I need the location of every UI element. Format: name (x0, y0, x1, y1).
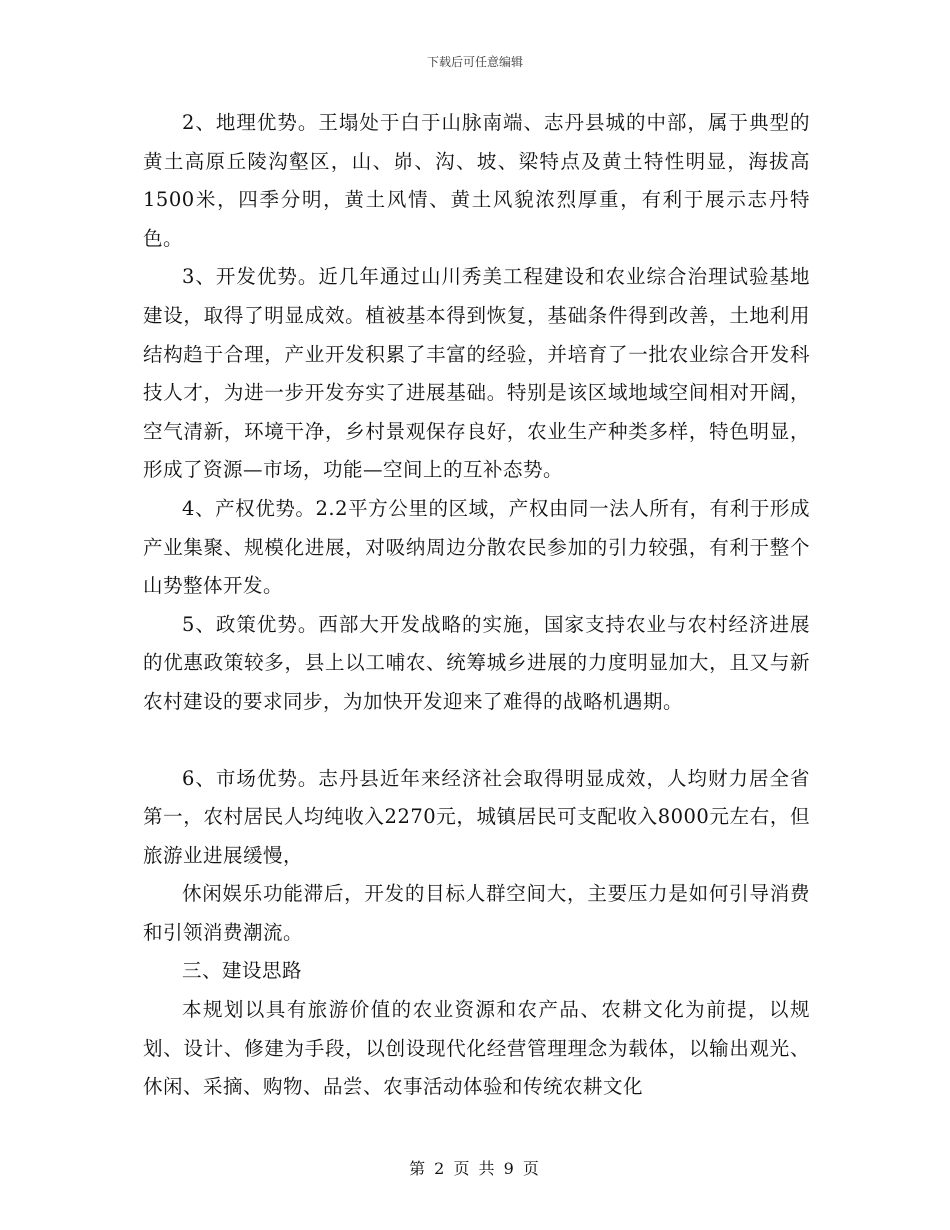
paragraph-development-advantage: 3、开发优势。近几年通过山川秀美工程建设和农业综合治理试验基地建设，取得了明显成效。植被基本得到恢复，基础条件得到改善，土地利用结构趋于合理，产业开发积累了丰富的经验，并培育了一批农业综合开发科技人才，为进一步开发夯实了进展基础。特别是该区域地域空间相对开阔，空气清新，环境干净，乡村景观保存良好，农业生产种类多样，特色明显，形成了资源—市场，功能—空间上的互补态势。 (143, 265, 810, 482)
page-number-footer: 第 2 页 共 9 页 (409, 1159, 541, 1178)
page-header: 下载后可任意编辑 (426, 55, 523, 69)
paragraph-market-advantage-continued: 休闲娱乐功能滞后，开发的目标人群空间大，主要压力是如何引导消费和引领消费潮流。 (143, 882, 810, 944)
paragraph-market-advantage: 6、市场优势。志丹县近年来经济社会取得明显成效，人均财力居全省第一，农村居民人均纯收入2270元，城镇居民可支配收入8000元左右，但旅游业进展缓慢， (143, 766, 810, 867)
document-body (143, 104, 810, 1107)
paragraph-spacer (143, 722, 810, 760)
section-heading-construction-ideas: 三、建设思路 (182, 959, 303, 983)
paragraph-policy-advantage: 5、政策优势。西部大开发战略的实施，国家支持农业与农村经济进展的优惠政策较多，县上以工哺农、统筹城乡进展的力度明显加大，且又与新农村建设的要求同步，为加快开发迎来了难得的战略机遇期。 (143, 612, 810, 713)
paragraph-planning: 本规划以具有旅游价值的农业资源和农产品、农耕文化为前提，以规划、设计、修建为手段，以创设现代化经营管理理念为载体，以输出观光、休闲、采摘、购物、品尝、农事活动体验和传统农耕文化 (143, 998, 810, 1099)
paragraph-property-advantage: 4、产权优势。2.2平方公里的区域，产权由同一法人所有，有利于形成产业集聚、规模化进展，对吸纳周边分散农民参加的引力较强，有利于整个山势整体开发。 (143, 496, 810, 598)
paragraph-geography-advantage: 2、地理优势。王塌处于白于山脉南端、志丹县城的中部，属于典型的黄土高原丘陵沟壑区，山、峁、沟、坡、梁特点及黄土特性明显，海拔高1500米，四季分明，黄土风情、黄土风貌浓烈厚重，有利于展示志丹特色。 (143, 111, 810, 250)
